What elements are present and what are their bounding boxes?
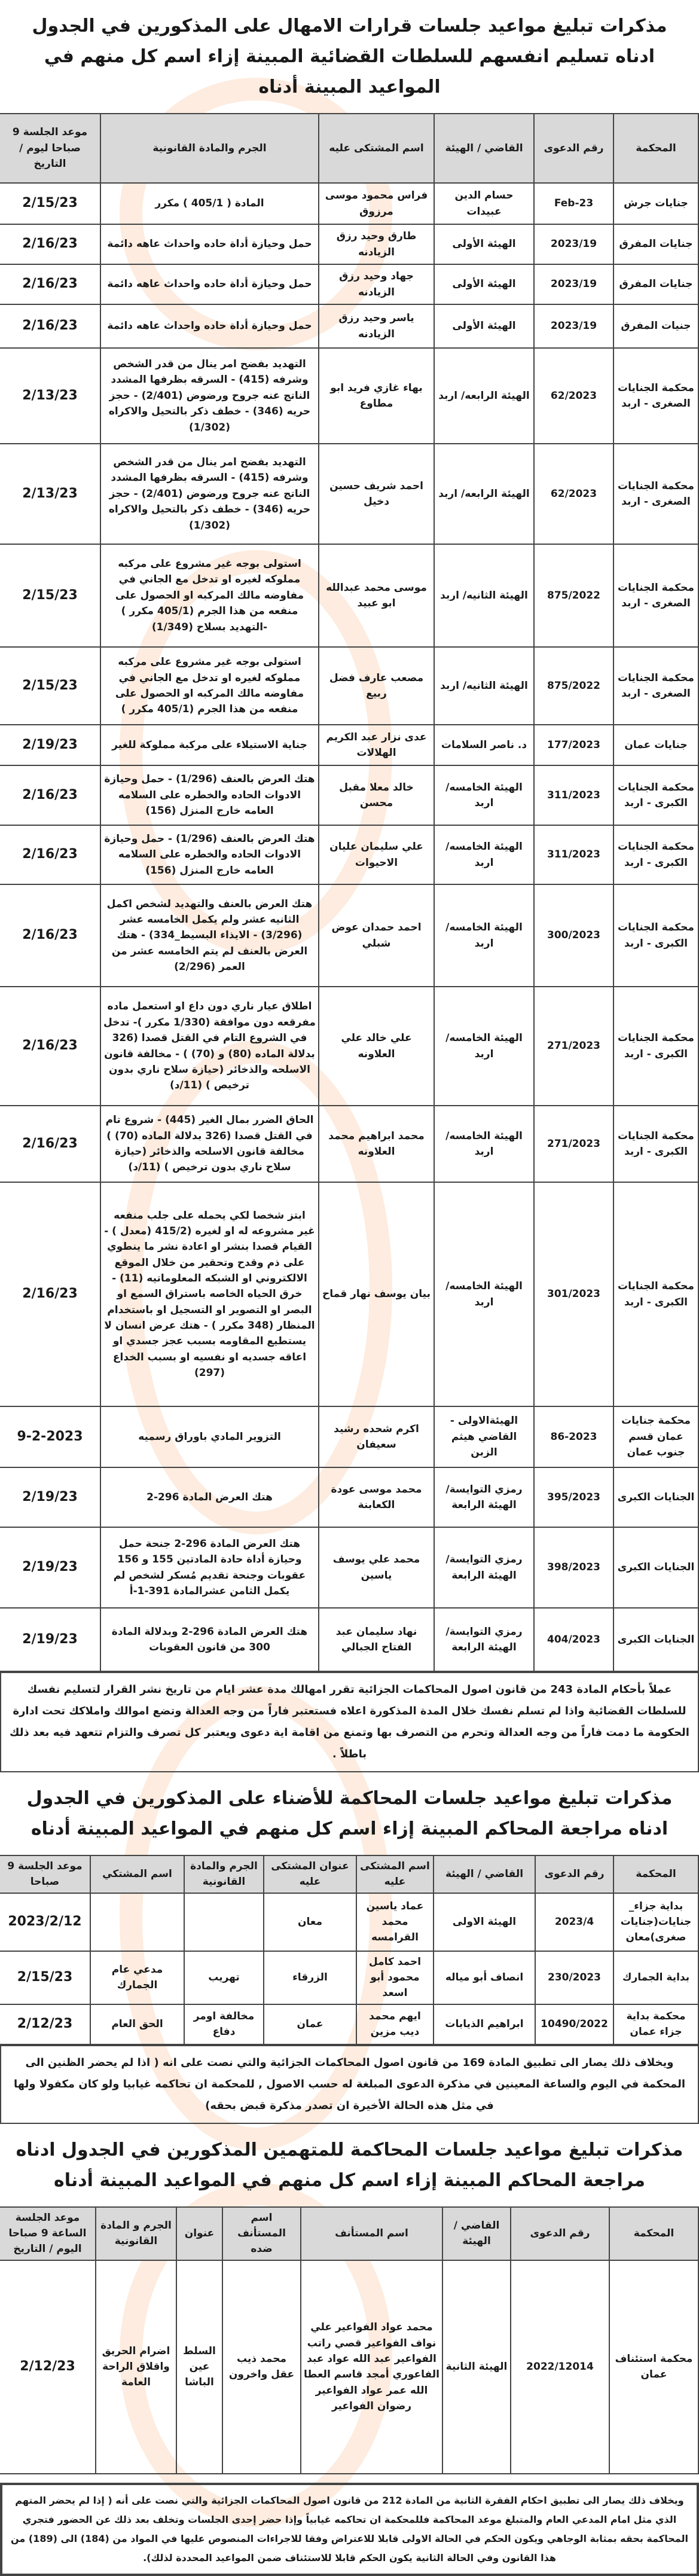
cell-defendant: عماد ياسين محمد القرامسه	[356, 1893, 434, 1951]
cell-charge: اضرام الحريق واقلاق الراحة العامة	[96, 2260, 176, 2474]
cell-judge: الهيئة الرابعه/ اربد	[434, 444, 534, 544]
column-header-charge: الجرم و المادة القانونية	[96, 2207, 176, 2260]
cell-charge: هتك العرض المادة 296-2 جنحة حمل وحيازة أداة حادة المادتين 155 و 156 عقوبات وجنحة تقديم مُسكر لشخص لم يكمل الثامن عشرالمادة 391-1-أ	[100, 1527, 319, 1608]
cell-defendant: موسى محمد عبدالله ابو عبيد	[319, 544, 434, 647]
table-row	[0, 2260, 698, 2474]
cell-case-number: 311/2023	[534, 765, 613, 825]
cell-judge: رمزي التوايسة/الهيئة الرابعة	[434, 1527, 534, 1608]
cell-court: محكمة الجنايات الكبرى - اربد	[613, 825, 698, 884]
cell-case-number: 301/2023	[534, 1182, 613, 1406]
cell-charge: تهريب	[184, 1951, 264, 2004]
cell-session-date: 2/15/23	[0, 183, 100, 224]
cell-defendant: احمد شريف حسين دخيل	[319, 444, 434, 544]
section2-table	[0, 1855, 699, 2045]
table-row	[0, 264, 698, 304]
cell-judge: الهيئة الأولى	[434, 264, 534, 304]
header-row	[0, 2207, 698, 2260]
cell-case-number: 2022/12014	[511, 2260, 609, 2474]
cell-judge: الهيئة الخامسه/ اربد	[434, 825, 534, 884]
cell-charge: هتك العرض بالعنف (1/296) - حمل وحيازة الادوات الحاده والخطره على السلامه العامه خارج المنزل (156)	[100, 825, 319, 884]
column-header-charge: الجرم والمادة القانونية	[184, 1855, 264, 1893]
cell-appellant: محمد عواد الفواعير علي نواف الفواعير قصي راتب الفواعير عبد الله عواد عبد الفاعوري أمجد قاسم العطا الله عمر عواد الفواعير رضوان الفواعير	[301, 2260, 442, 2474]
column-header-case-number: رقم الدعوى	[534, 114, 613, 183]
cell-judge: الهيئة الاولى	[434, 1893, 535, 1951]
spacer	[0, 2474, 699, 2483]
column-header-defendant: اسم المشتكى عليه	[319, 114, 434, 183]
table-row	[0, 1406, 698, 1467]
section1-table	[0, 113, 699, 1672]
cell-session-date: 2/16/23	[0, 765, 100, 825]
column-header-session-date: موعد الجلسة الساعة 9 صباحا اليوم / التاريخ	[0, 2207, 96, 2260]
cell-session-date: 2/16/23	[0, 825, 100, 884]
cell-judge: الهيئة الرابعه/ اربد	[434, 348, 534, 444]
cell-defendant: ياسر وحيد رزق الزيادنه	[319, 304, 434, 348]
cell-judge: الهيئة الأولى	[434, 224, 534, 264]
table-row	[0, 304, 698, 348]
cell-judge: رمزي التوايسة/الهيئة الرابعة	[434, 1467, 534, 1527]
cell-session-date: 2/16/23	[0, 264, 100, 304]
column-header-case-number: رقم الدعوى	[535, 1855, 613, 1893]
cell-charge	[184, 1893, 264, 1951]
cell-case-number: 10490/2022	[535, 2004, 613, 2044]
cell-defendant: طارق وحيد رزق الزيادنه	[319, 224, 434, 264]
cell-session-date: 2/16/23	[0, 987, 100, 1106]
cell-charge: هتك العرض بالعنف (1/296) - حمل وحيازة الادوات الحاده والخطره على السلامه العامه خارج المنزل (156)	[100, 765, 319, 825]
cell-case-number: 62/2023	[534, 444, 613, 544]
cell-session-date: 2/16/23	[0, 224, 100, 264]
cell-judge: الهيئة الثانية	[442, 2260, 511, 2474]
cell-case-number: 62/2023	[534, 348, 613, 444]
cell-court: محكمة الجنايات الصغرى - اربد	[613, 444, 698, 544]
section2-title: مذكرات تبليغ مواعيد جلسات المحاكمة للأضناء على المذكورين في الجدول ادناه مراجعة المحاكم المبينة إزاء اسم كل منهم في المواعيد المبينة أدناه	[26, 1788, 673, 1839]
cell-case-number: 271/2023	[534, 1106, 613, 1182]
section1-legal-note: عملاً بأحكام المادة 243 من قانون اصول المحاكمات الجزائية تقرر امهالك مدة عشر ايام من تاريخ نشر القرار لتسليم نفسك للسلطات القضائية واذا لم تسلم نفسك خلال المدة المذكورة اعلاه فستعتبر فاراً من وجه العدالة وتضع اموالك واملاكك تحت ادارة الحكومة ما دمت فاراً من وجه العدالة وتحرم من التصرف بها وتمنع من اقامة اية دعوى ويعتبر كل تصرف والتزام تتعهد فيه بعد ذلك باطلاً .	[0, 1672, 699, 1772]
cell-charge: حمل وحيازة أداة حاده واحداث عاهه دائمة	[100, 224, 319, 264]
table-row	[0, 725, 698, 765]
cell-defendant: جهاد وحيد رزق الزيادنه	[319, 264, 434, 304]
cell-defendant: ايهم محمد ديب مزين	[356, 2004, 434, 2044]
cell-court: جنايات المفرق	[613, 264, 698, 304]
table-row	[0, 444, 698, 544]
cell-case-number: 300/2023	[534, 884, 613, 987]
cell-court: محكمة الجنايات الكبرى - اربد	[613, 765, 698, 825]
cell-judge: الهيئة الخامسه/ اربد	[434, 987, 534, 1106]
cell-court: محكمة بداية جزاء عمان	[613, 2004, 698, 2044]
cell-session-date: 2/12/23	[0, 2260, 96, 2474]
cell-case-number: Feb-23	[534, 183, 613, 224]
cell-case-number: 398/2023	[534, 1527, 613, 1608]
cell-defendant-address: عمان	[264, 2004, 356, 2044]
column-header-session-date: موعد الجلسة 9 صباحا	[0, 1855, 90, 1893]
table-row	[0, 884, 698, 987]
cell-court: الجنايات الكبرى	[613, 1608, 698, 1671]
cell-case-number: 404/2023	[534, 1608, 613, 1671]
cell-judge: الهيئة الخامسه/ اربد	[434, 884, 534, 987]
cell-session-date: 9-2-2023	[0, 1406, 100, 1467]
cell-court: بداية الجمارك	[613, 1951, 698, 2004]
cell-defendant: علي سليمان عليان الاحيوات	[319, 825, 434, 884]
cell-charge: هتك العرض بالعنف والتهديد لشخص اكمل الثانيه عشر ولم يكمل الخامسه عشر (3/296) - الايذاء البسيط_334) - هتك العرض بالعنف لم يتم الخامسه عشر من العمر (2/296)	[100, 884, 319, 987]
cell-case-number: 2023/19	[534, 224, 613, 264]
cell-charge: الحاق الضرر بمال الغير (445) - شروع تام في القتل قصدا (326 بدلالة الماده (70) ) مخالفة قانون الاسلحه والذخائر (حيازة سلاح ناري بدون ترخيص ) (11/د)	[100, 1106, 319, 1182]
cell-case-number: 230/2023	[535, 1951, 613, 2004]
cell-charge: المادة ( 405/1 ) مكرر	[100, 183, 319, 224]
section3-legal-note: ويخلاف ذلك يصار الى تطبيق احكام الفقرة الثانية من المادة 212 من قانون اصول المحاكمات الجزائية والتي نصت على أنه ( إذا لم يحضر المتهم الذي مثل امام المدعي العام والمتبلغ موعد المحاكمة فللمحكمة ان تحاكمه غيابياً وإذا حضر إحدى الجلسات وتخلف بعد ذلك عن الحضور فتجري المحاكمة بحقه بمثابة الوجاهي ويكون الحكم في الحالة الاولى قابلا للاعتراض وفقا للاجراءات المنصوص عليها في المواد من (184) الى (189) من هذا القانون وفي الحالة الثانية يكون الحكم قابلا للاستئناف ضمن المواعيد المحددة لذلك).	[0, 2483, 699, 2576]
cell-session-date: 2/19/23	[0, 725, 100, 765]
column-header-case-number: رقم الدعوى	[511, 2207, 609, 2260]
table-row	[0, 544, 698, 647]
cell-defendant: احمد حمدان عوض شبلي	[319, 884, 434, 987]
cell-session-date: 2/13/23	[0, 348, 100, 444]
cell-court: محكمة الجنايات الصغرى - اربد	[613, 544, 698, 647]
cell-charge: هتك العرض المادة 296-2	[100, 1467, 319, 1527]
cell-court: محكمة الجنايات الكبرى - اربد	[613, 1106, 698, 1182]
cell-session-date: 2/19/23	[0, 1467, 100, 1527]
cell-defendant: محمد علي يوسف ياسين	[319, 1527, 434, 1608]
section2-legal-note: ويخلاف ذلك يصار الى تطبيق المادة 169 من قانون اصول المحاكمات الجزائية والتي نصت على انه ( اذا لم يحضر الظنين الى المحكمة في اليوم والساعة المعينين في مذكرة الدعوى المبلغة له حسب الاصول , للمحكمة ان تحاكمه غيابيا ولو كان مكفولا ولها في مثل هذه الحالة الأخيرة ان تصدر مذكرة قبض بحقه)	[0, 2045, 699, 2124]
column-header-plaintiff: اسم المشتكي	[90, 1855, 184, 1893]
cell-case-number: 86-2023	[534, 1406, 613, 1467]
cell-session-date: 2/16/23	[0, 1182, 100, 1406]
cell-judge: الهيئة الخامسه/ اربد	[434, 1106, 534, 1182]
column-header-defendant: اسم المشتكى عليه	[356, 1855, 434, 1893]
section1-title: مذكرات تبليغ مواعيد جلسات قرارات الامهال على المذكورين في الجدول ادناه تسليم انفسهم للسلطات القضائية المبينة إزاء اسم كل منهم في المواعيد المبينة أدناه	[32, 16, 667, 97]
cell-judge: الهيئة الخامسه/ اربد	[434, 1182, 534, 1406]
table-row	[0, 1106, 698, 1182]
column-header-judge: القاضي / الهيئة	[434, 1855, 535, 1893]
cell-session-date: 2/15/23	[0, 1951, 90, 2004]
cell-defendant: نهاد سليمان عبد الفتاح الجبالي	[319, 1608, 434, 1671]
cell-plaintiff: مدعي عام الجمارك	[90, 1951, 184, 2004]
cell-court: الجنايات الكبرى	[613, 1527, 698, 1608]
cell-defendant: عدى نزار عبد الكريم الهلالات	[319, 725, 434, 765]
table-row	[0, 224, 698, 264]
cell-judge: رمزي التوايسة/الهيئة الرابعة	[434, 1608, 534, 1671]
cell-charge: هتك العرض المادة 296-2 وبدلالة المادة 300 من قانون العقوبات	[100, 1608, 319, 1671]
cell-case-number: 177/2023	[534, 725, 613, 765]
cell-defendant: احمد كامل محمود أبو اسعد	[356, 1951, 434, 2004]
column-header-judge: القاضي / الهيئة	[434, 114, 534, 183]
table-row	[0, 825, 698, 884]
cell-judge: ابراهيم الذيابات	[434, 2004, 535, 2044]
cell-session-date: 2/16/23	[0, 1106, 100, 1182]
cell-defendant: بيان يوسف نهار قماح	[319, 1182, 434, 1406]
cell-case-number: 2023/4	[535, 1893, 613, 1951]
cell-defendant: فراس محمود موسى مرزوق	[319, 183, 434, 224]
cell-court: الجنايات الكبرى	[613, 1467, 698, 1527]
cell-defendant-address: معان	[264, 1893, 356, 1951]
cell-defendant: علي خالد علي العلاونه	[319, 987, 434, 1106]
cell-case-number: 311/2023	[534, 825, 613, 884]
cell-charge: استولى بوجه غير مشروع على مركبه مملوكه لغيره او تدخل مع الجاني في مفاوضه مالك المركبه او الحصول على منفعه من هذا الجرم (405/1 مكرر )	[100, 647, 319, 725]
table-row	[0, 1608, 698, 1671]
cell-judge: الهيئةالاولى - القاضي هيثم الزبن	[434, 1406, 534, 1467]
cell-judge: انصاف أبو مياله	[434, 1951, 535, 2004]
cell-judge: الهيئة الثانيه/ اربد	[434, 544, 534, 647]
cell-case-number: 875/2022	[534, 647, 613, 725]
cell-case-number: 2023/19	[534, 304, 613, 348]
column-header-court: المحكمة	[613, 1855, 698, 1893]
cell-court: جنيات المفرق	[613, 304, 698, 348]
cell-judge: حسام الدين عبيدات	[434, 183, 534, 224]
table-row	[0, 2004, 698, 2044]
cell-court: محكمة الجنايات الصغرى - اربد	[613, 647, 698, 725]
cell-case-number: 2023/19	[534, 264, 613, 304]
cell-respondent: محمد ذيب عقل واخرون	[222, 2260, 301, 2474]
cell-judge: الهيئة الثانيه/ اربد	[434, 647, 534, 725]
table-row	[0, 1527, 698, 1608]
cell-session-date: 2/19/23	[0, 1608, 100, 1671]
cell-case-number: 271/2023	[534, 987, 613, 1106]
cell-defendant: محمد ابراهيم محمد العلاونه	[319, 1106, 434, 1182]
table-row	[0, 1182, 698, 1406]
table-row	[0, 765, 698, 825]
cell-session-date: 2023/2/12	[0, 1893, 90, 1951]
cell-charge: التزوير المادي باوراق رسميه	[100, 1406, 319, 1467]
header-row	[0, 1855, 698, 1893]
cell-session-date: 2/15/23	[0, 544, 100, 647]
cell-charge: ابتز شخصا لكي يحمله على جلب منفعه غير مشروعه له او لغيره (415/2 (معدل ) - القيام قصدا بنشر او اعادة نشر ما ينطوي على ذم وقدح وتحقير من خلال الموقع الالكتروني او الشبكه المعلوماتيه (11) - خرق الحياه الخاصه باستراق السمع او البصر او التصوير او التسجيل او باستخدام المنظار (348 مكرر ) - هتك عرض انسان لا يستطيع المقاومه بسبب عجز جسدي او اعاقه جسديه او نفسيه او بسبب الخداع (297)	[100, 1182, 319, 1406]
cell-plaintiff: الحق العام	[90, 2004, 184, 2044]
cell-defendant: محمد موسى عودة الكعابنة	[319, 1467, 434, 1527]
column-header-charge: الجرم والمادة القانونية	[100, 114, 319, 183]
column-header-address: عنوان	[176, 2207, 222, 2260]
cell-defendant: بهاء غازي فريد ابو مطاوع	[319, 348, 434, 444]
column-header-defendant-address: عنوان المشتكى عليه	[264, 1855, 356, 1893]
cell-address: السلط عين الباشا	[176, 2260, 222, 2474]
cell-charge: جناية الاستيلاء على مركبة مملوكة للغير	[100, 725, 319, 765]
cell-charge: اطلاق عيار ناري دون داع او استعمل ماده مفرقعه دون موافقة (1/330 مكرر )- تدخل في الشروع التام في القتل قصدا (326 بدلالة الماده (80) و (70) ) - مخالفة قانون الاسلحه والذخائر (حيازة سلاح ناري بدون ترخيص ) (11/د)	[100, 987, 319, 1106]
cell-charge: مخالفة اومر دفاع	[184, 2004, 264, 2044]
cell-case-number: 395/2023	[534, 1467, 613, 1527]
cell-court: بداية جزاء_ جنايات(جنايات صغرى)معان	[613, 1893, 698, 1951]
cell-court: محكمة الجنايات الكبرى - اربد	[613, 1182, 698, 1406]
cell-session-date: 2/13/23	[0, 444, 100, 544]
cell-charge: التهديد بفضح امر ينال من قدر الشخص وشرفه (415) - السرقه بظرفها المشدد الناتج عنه جروح ورضوض (2/401) - حجز حريه (346) - خطف ذكر بالتحيل والاكراه (1/302)	[100, 348, 319, 444]
table-row	[0, 647, 698, 725]
column-header-appellant: اسم المستأنف	[301, 2207, 442, 2260]
cell-defendant: مصعب عارف فضل ربيع	[319, 647, 434, 725]
cell-charge: استولى بوجه غير مشروع على مركبه مملوكه لغيره او تدخل مع الجاني في مفاوضه مالك المركبه او الحصول على منفعه من هذا الجرم (405/1 مكرر ) -التهديد بسلاح (1/349)	[100, 544, 319, 647]
cell-court: محكمة استئناف عمان	[609, 2260, 698, 2474]
cell-charge: حمل وحيازة أداة حاده واحداث عاهه دائمة	[100, 304, 319, 348]
column-header-judge: القاضي / الهيئة	[442, 2207, 511, 2260]
table-row	[0, 987, 698, 1106]
table-row	[0, 1951, 698, 2004]
cell-session-date: 2/12/23	[0, 2004, 90, 2044]
cell-judge: الهيئة الخامسه/ اربد	[434, 765, 534, 825]
cell-case-number: 875/2022	[534, 544, 613, 647]
table-row	[0, 1893, 698, 1951]
table-row	[0, 1467, 698, 1527]
cell-court: جنايات المفرق	[613, 224, 698, 264]
cell-defendant: اكرم شحده رشيد سعيفان	[319, 1406, 434, 1467]
cell-defendant-address: الزرقاء	[264, 1951, 356, 2004]
column-header-session-date: موعد الجلسة 9 صباحا ليوم / التاريخ	[0, 114, 100, 183]
section3-title: مذكرات تبليغ مواعيد جلسات المحاكمة للمتهمين المذكورين في الجدول ادناه مراجعة المحاكم المبينة إزاء اسم كل منهم في المواعيد المبينة أدناه	[16, 2139, 683, 2191]
cell-court: جنايات جرش	[613, 183, 698, 224]
cell-charge: حمل وحيازة أداة حاده واحداث عاهه دائمة	[100, 264, 319, 304]
table-row	[0, 348, 698, 444]
cell-plaintiff	[90, 1893, 184, 1951]
header-row	[0, 114, 698, 183]
cell-defendant: خالد معلا مقبل محسن	[319, 765, 434, 825]
cell-session-date: 2/19/23	[0, 1527, 100, 1608]
column-header-court: المحكمة	[613, 114, 698, 183]
cell-court: محكمة الجنايات الكبرى - اربد	[613, 884, 698, 987]
cell-judge: الهيئة الأولى	[434, 304, 534, 348]
cell-session-date: 2/16/23	[0, 304, 100, 348]
cell-court: محكمة الجنايات الصغرى - اربد	[613, 348, 698, 444]
column-header-respondent: اسم المستأنف ضده	[222, 2207, 301, 2260]
cell-session-date: 2/16/23	[0, 884, 100, 987]
cell-session-date: 2/15/23	[0, 647, 100, 725]
cell-court: جنايات عمان	[613, 725, 698, 765]
cell-judge: د. ناصر السلامات	[434, 725, 534, 765]
column-header-court: المحكمة	[609, 2207, 698, 2260]
table-row	[0, 183, 698, 224]
cell-court: محكمة جنايات عمان قسم جنوب عمان	[613, 1406, 698, 1467]
cell-court: محكمة الجنايات الكبرى - اربد	[613, 987, 698, 1106]
section3-table	[0, 2206, 699, 2474]
cell-charge: التهديد بفضح امر ينال من قدر الشخص وشرفه (415) - السرقه بظرفها المشدد الناتج عنه جروح ورضوض (2/401) - حجز حريه (346) - خطف ذكر بالتحيل والاكراه (1/302)	[100, 444, 319, 544]
